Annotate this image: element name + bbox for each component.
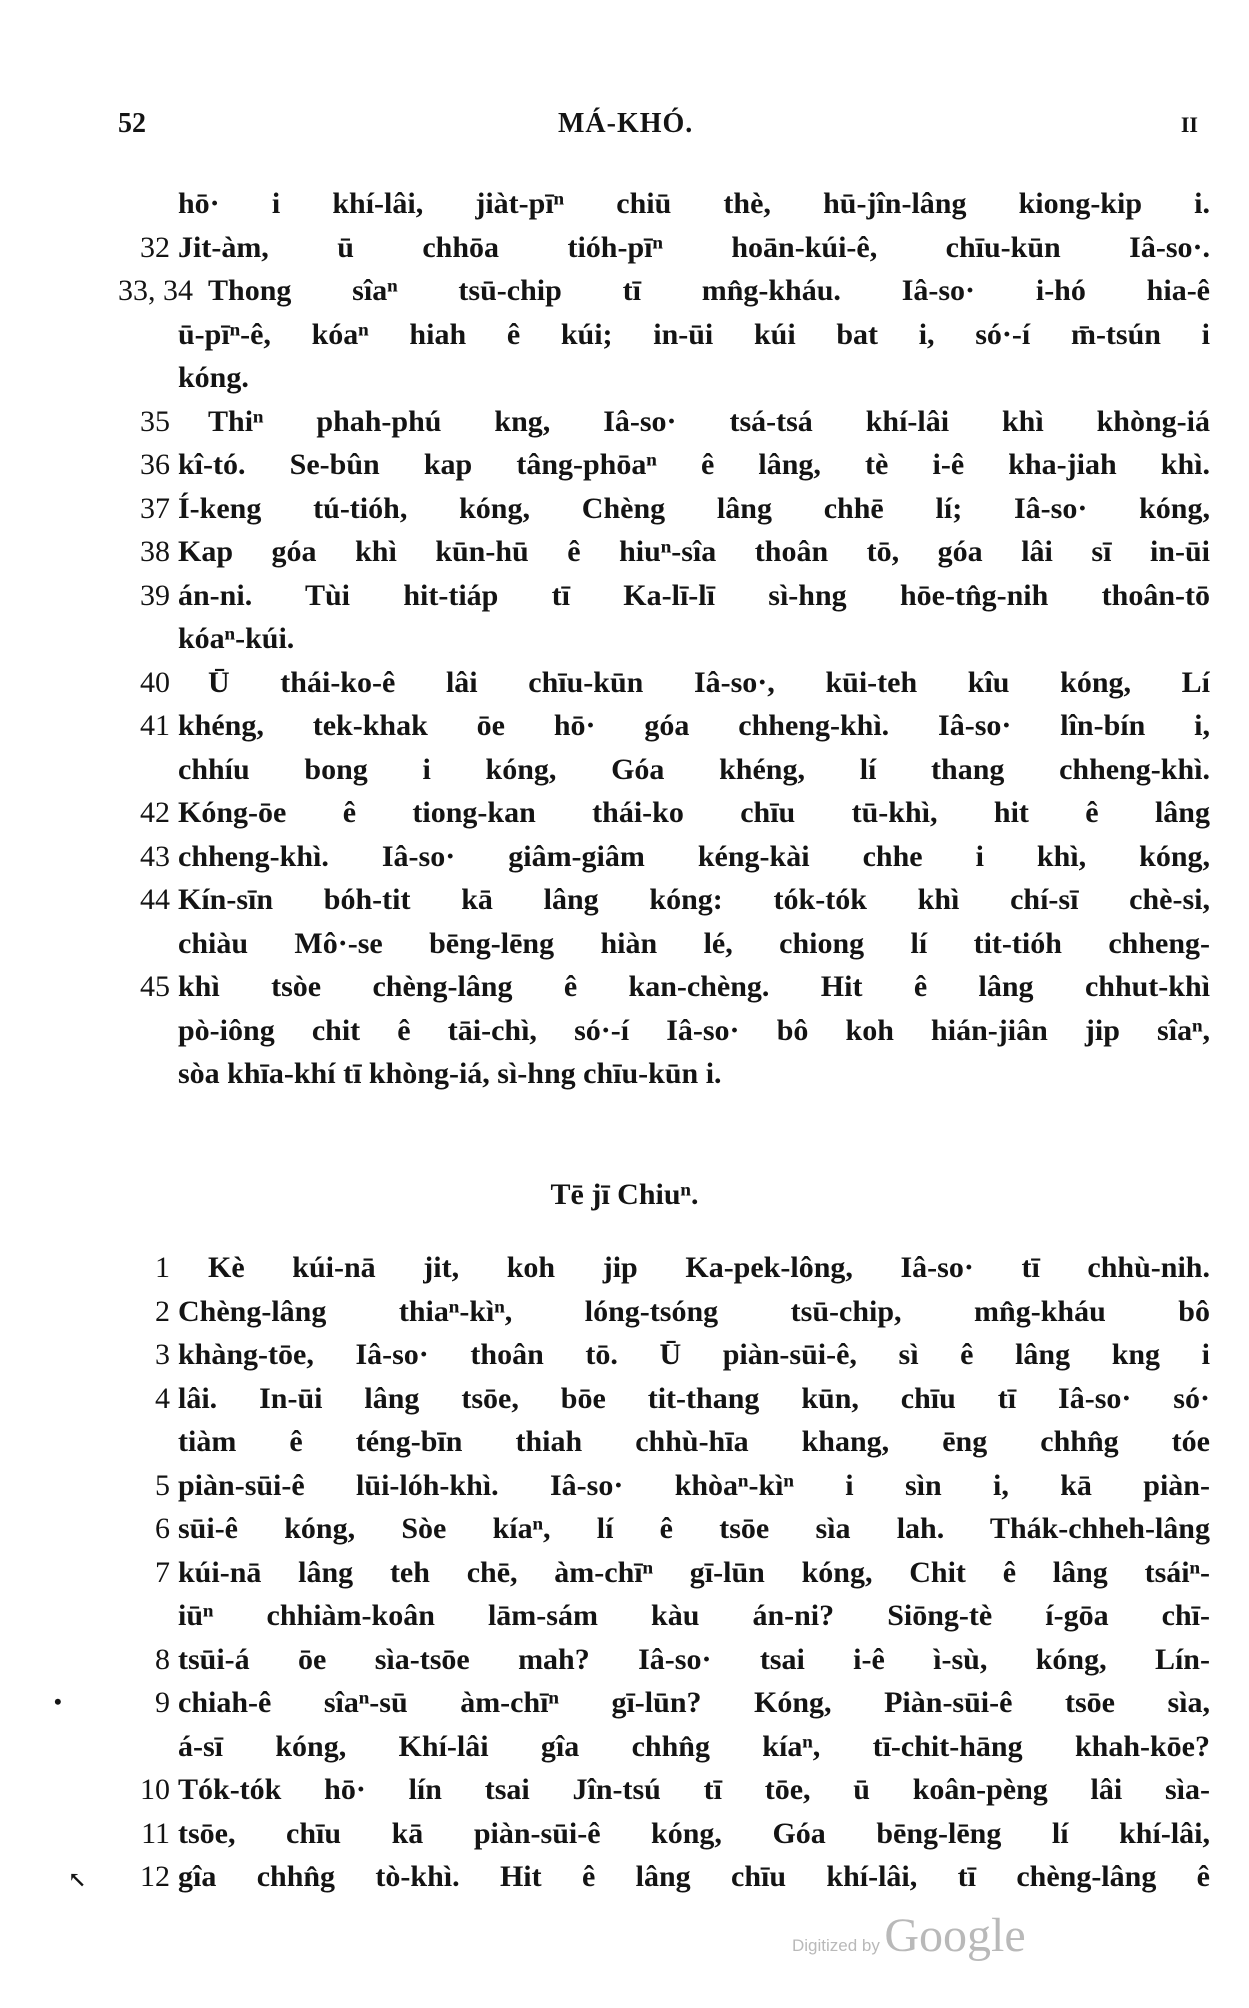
text-line bbox=[118, 661, 1210, 705]
text-line bbox=[118, 617, 1210, 661]
text-line bbox=[118, 1681, 1210, 1725]
line-text: án-ni. Tùi hit-tiáp tī Ka-lī-lī sì-hng hōe-tn̂g-nih thoân-tō bbox=[178, 578, 1210, 612]
verse-number: 10 bbox=[140, 1773, 170, 1806]
line-text: tsōe, chīu kā piàn-sūi-ê kóng, Góa bēng-lēng lí khí-lâi, bbox=[178, 1816, 1210, 1850]
line-text: ū-pīⁿ-ê, kóaⁿ hiah ê kúi; in-ūi kúi bat i, só·-í m̄-tsún i bbox=[178, 317, 1210, 351]
chapter-number: II bbox=[1180, 112, 1198, 137]
text-line bbox=[118, 530, 1210, 574]
line-text: sòa khīa-khí tī khòng-iá, sì-hng chīu-kūn i. bbox=[178, 1057, 722, 1090]
verse-number: 2 bbox=[155, 1294, 170, 1328]
text-line bbox=[118, 1855, 1210, 1899]
text-line bbox=[118, 704, 1210, 748]
verse-number: 4 bbox=[155, 1381, 170, 1415]
text-line bbox=[118, 965, 1210, 1009]
text-line bbox=[118, 922, 1210, 966]
verse-number: 36 bbox=[140, 448, 170, 481]
text-line bbox=[118, 878, 1210, 922]
text-line bbox=[118, 1507, 1210, 1551]
text-line bbox=[118, 226, 1210, 270]
watermark-brand: Google bbox=[884, 1909, 1026, 1962]
line-text: Thiⁿ phah-phú kng, Iâ-so· tsá-tsá khí-lâi khì khòng-iá bbox=[208, 404, 1210, 438]
verse-number: 12 bbox=[140, 1860, 170, 1893]
verse-number: 42 bbox=[140, 796, 170, 829]
text-line bbox=[118, 1551, 1210, 1595]
line-text: khéng, tek-khak ōe hō· góa chheng-khì. Iâ-so· lîn-bín i, bbox=[178, 709, 1210, 742]
verse-number: 6 bbox=[155, 1512, 170, 1545]
line-text: chiah-ê sîaⁿ-sū àm-chīⁿ gī-lūn? Kóng, Piàn-sūi-ê tsōe sìa, bbox=[178, 1686, 1210, 1719]
verse-number: 7 bbox=[155, 1555, 170, 1589]
line-text: iūⁿ chhiàm-koân lām-sám kàu án-ni? Siōng-tè í-gōa chī- bbox=[178, 1599, 1210, 1632]
line-text: Thong sîaⁿ tsū-chip tī mn̂g-kháu. Iâ-so· i-hó hia-ê bbox=[208, 274, 1210, 307]
line-text: kóaⁿ-kúi. bbox=[178, 622, 295, 655]
verse-number: 9 bbox=[155, 1686, 170, 1719]
text-line bbox=[118, 1464, 1210, 1508]
text-line bbox=[118, 356, 1210, 400]
text-block-chapter-2 bbox=[118, 1246, 1210, 1899]
text-line bbox=[118, 1009, 1210, 1053]
line-text: á-sī kóng, Khí-lâi gîa chhn̂g kíaⁿ, tī-chit-hāng khah-kōe? bbox=[178, 1729, 1210, 1763]
text-line bbox=[118, 1638, 1210, 1682]
line-text: Kap góa khì kūn-hū ê hiuⁿ-sîa thoân tō, góa lâi sī in-ūi bbox=[178, 535, 1210, 568]
text-line bbox=[118, 1377, 1210, 1421]
line-text: Tók-tók hō· lín tsai Jîn-tsú tī tōe, ū koân-pèng lâi sìa- bbox=[178, 1773, 1210, 1806]
verse-number: 38 bbox=[140, 535, 170, 568]
text-block-chapter-1 bbox=[118, 182, 1210, 1096]
verse-number: 33, 34 bbox=[118, 274, 193, 307]
verse-number: 1 bbox=[155, 1251, 170, 1284]
text-line bbox=[118, 1246, 1210, 1290]
line-text: kóng. bbox=[178, 361, 249, 394]
line-text: kúi-nā lâng teh chē, àm-chīⁿ gī-lūn kóng, Chit ê lâng tsáiⁿ- bbox=[178, 1555, 1210, 1589]
verse-number: 40 bbox=[140, 665, 170, 699]
text-line bbox=[118, 443, 1210, 487]
text-line bbox=[118, 574, 1210, 618]
verse-number: 39 bbox=[140, 578, 170, 612]
verse-number: 44 bbox=[140, 883, 170, 916]
section-heading: Tē jī Chiuⁿ. bbox=[550, 1178, 699, 1211]
verse-number: 8 bbox=[155, 1642, 170, 1676]
line-text: Kín-sīn bóh-tit kā lâng kóng: tók-tók khì chí-sī chè-si, bbox=[178, 883, 1210, 916]
line-text: Kè kúi-nā jit, koh jip Ka-pek-lông, Iâ-so· tī chhù-nih. bbox=[208, 1251, 1210, 1284]
verse-number: 41 bbox=[140, 709, 170, 742]
line-text: tsūi-á ōe sìa-tsōe mah? Iâ-so· tsai i-ê ì-sù, kóng, Lín- bbox=[178, 1642, 1210, 1676]
line-text: kî-tó. Se-bûn kap tâng-phōaⁿ ê lâng, tè i-ê kha-jiah khì. bbox=[178, 448, 1210, 481]
verse-number: 43 bbox=[140, 839, 170, 873]
digitized-watermark bbox=[792, 1908, 1026, 1963]
verse-number: 3 bbox=[155, 1338, 170, 1371]
line-text: khàng-tōe, Iâ-so· thoân tō. Ū piàn-sūi-ê, sì ê lâng kng i bbox=[178, 1338, 1210, 1371]
watermark-prefix: Digitized by bbox=[792, 1936, 880, 1955]
verse-number: 37 bbox=[140, 491, 170, 525]
text-line bbox=[118, 1725, 1210, 1769]
text-line bbox=[118, 748, 1210, 792]
text-line bbox=[118, 487, 1210, 531]
text-line bbox=[118, 835, 1210, 879]
text-line bbox=[118, 400, 1210, 444]
line-text: Jit-àm, ū chhōa tióh-pīⁿ hoān-kúi-ê, chīu-kūn Iâ-so·. bbox=[178, 230, 1210, 264]
line-text: chhíu bong i kóng, Góa khéng, lí thang chheng-khì. bbox=[178, 752, 1210, 786]
verse-number: 5 bbox=[155, 1468, 170, 1502]
text-line bbox=[118, 269, 1210, 313]
line-text: chiàu Mô·-se bēng-lēng hiàn lé, chiong lí tit-tióh chheng- bbox=[178, 926, 1210, 960]
text-line bbox=[118, 791, 1210, 835]
line-text: chheng-khì. Iâ-so· giâm-giâm kéng-kài chhe i khì, kóng, bbox=[178, 839, 1210, 873]
verse-number: 32 bbox=[140, 230, 170, 264]
line-text: pò-iông chit ê tāi-chì, só·-í Iâ-so· bô koh hián-jiân jip sîaⁿ, bbox=[178, 1013, 1210, 1047]
running-title: MÁ-KHÓ. bbox=[558, 108, 694, 139]
line-text: gîa chhn̂g tò-khì. Hit ê lâng chīu khí-lâi, tī chèng-lâng ê bbox=[178, 1860, 1210, 1893]
page-header bbox=[118, 108, 1198, 148]
line-text: Í-keng tú-tióh, kóng, Chèng lâng chhē lí; Iâ-so· kóng, bbox=[178, 491, 1210, 525]
line-text: khì tsòe chèng-lâng ê kan-chèng. Hit ê lâng chhut-khì bbox=[178, 970, 1210, 1003]
text-line bbox=[118, 1052, 1210, 1096]
text-line bbox=[118, 1420, 1210, 1464]
page-number: 52 bbox=[118, 108, 146, 139]
verse-number: 35 bbox=[140, 404, 170, 438]
verse-number: 11 bbox=[141, 1816, 170, 1850]
verse-number: 45 bbox=[140, 970, 170, 1003]
text-line bbox=[118, 182, 1210, 226]
line-text: sūi-ê kóng, Sòe kíaⁿ, lí ê tsōe sìa lah. Thák-chheh-lâng bbox=[178, 1512, 1210, 1545]
margin-mark: ↖ bbox=[68, 1867, 87, 1892]
text-line bbox=[118, 1768, 1210, 1812]
line-text: tiàm ê téng-bīn thiah chhù-hīa khang, ēng chhn̂g tóe bbox=[178, 1425, 1210, 1458]
line-text: hō· i khí-lâi, jiàt-pīⁿ chiū thè, hū-jîn-lâng kiong-kip i. bbox=[178, 187, 1210, 220]
line-text: Chèng-lâng thiaⁿ-kìⁿ, lóng-tsóng tsū-chip, mn̂g-kháu bô bbox=[178, 1294, 1210, 1328]
text-line bbox=[118, 313, 1210, 357]
text-line bbox=[118, 1333, 1210, 1377]
line-text: piàn-sūi-ê lūi-lóh-khì. Iâ-so· khòaⁿ-kìⁿ i sìn i, kā piàn- bbox=[178, 1468, 1210, 1502]
line-text: Ū thái-ko-ê lâi chīu-kūn Iâ-so·, kūi-teh kîu kóng, Lí bbox=[208, 665, 1210, 699]
text-line bbox=[118, 1812, 1210, 1856]
text-line bbox=[118, 1290, 1210, 1334]
margin-mark: • bbox=[54, 1689, 62, 1714]
line-text: lâi. In-ūi lâng tsōe, bōe tit-thang kūn, chīu tī Iâ-so· só· bbox=[178, 1381, 1210, 1415]
text-line bbox=[118, 1594, 1210, 1638]
line-text: Kóng-ōe ê tiong-kan thái-ko chīu tū-khì, hit ê lâng bbox=[178, 796, 1210, 829]
